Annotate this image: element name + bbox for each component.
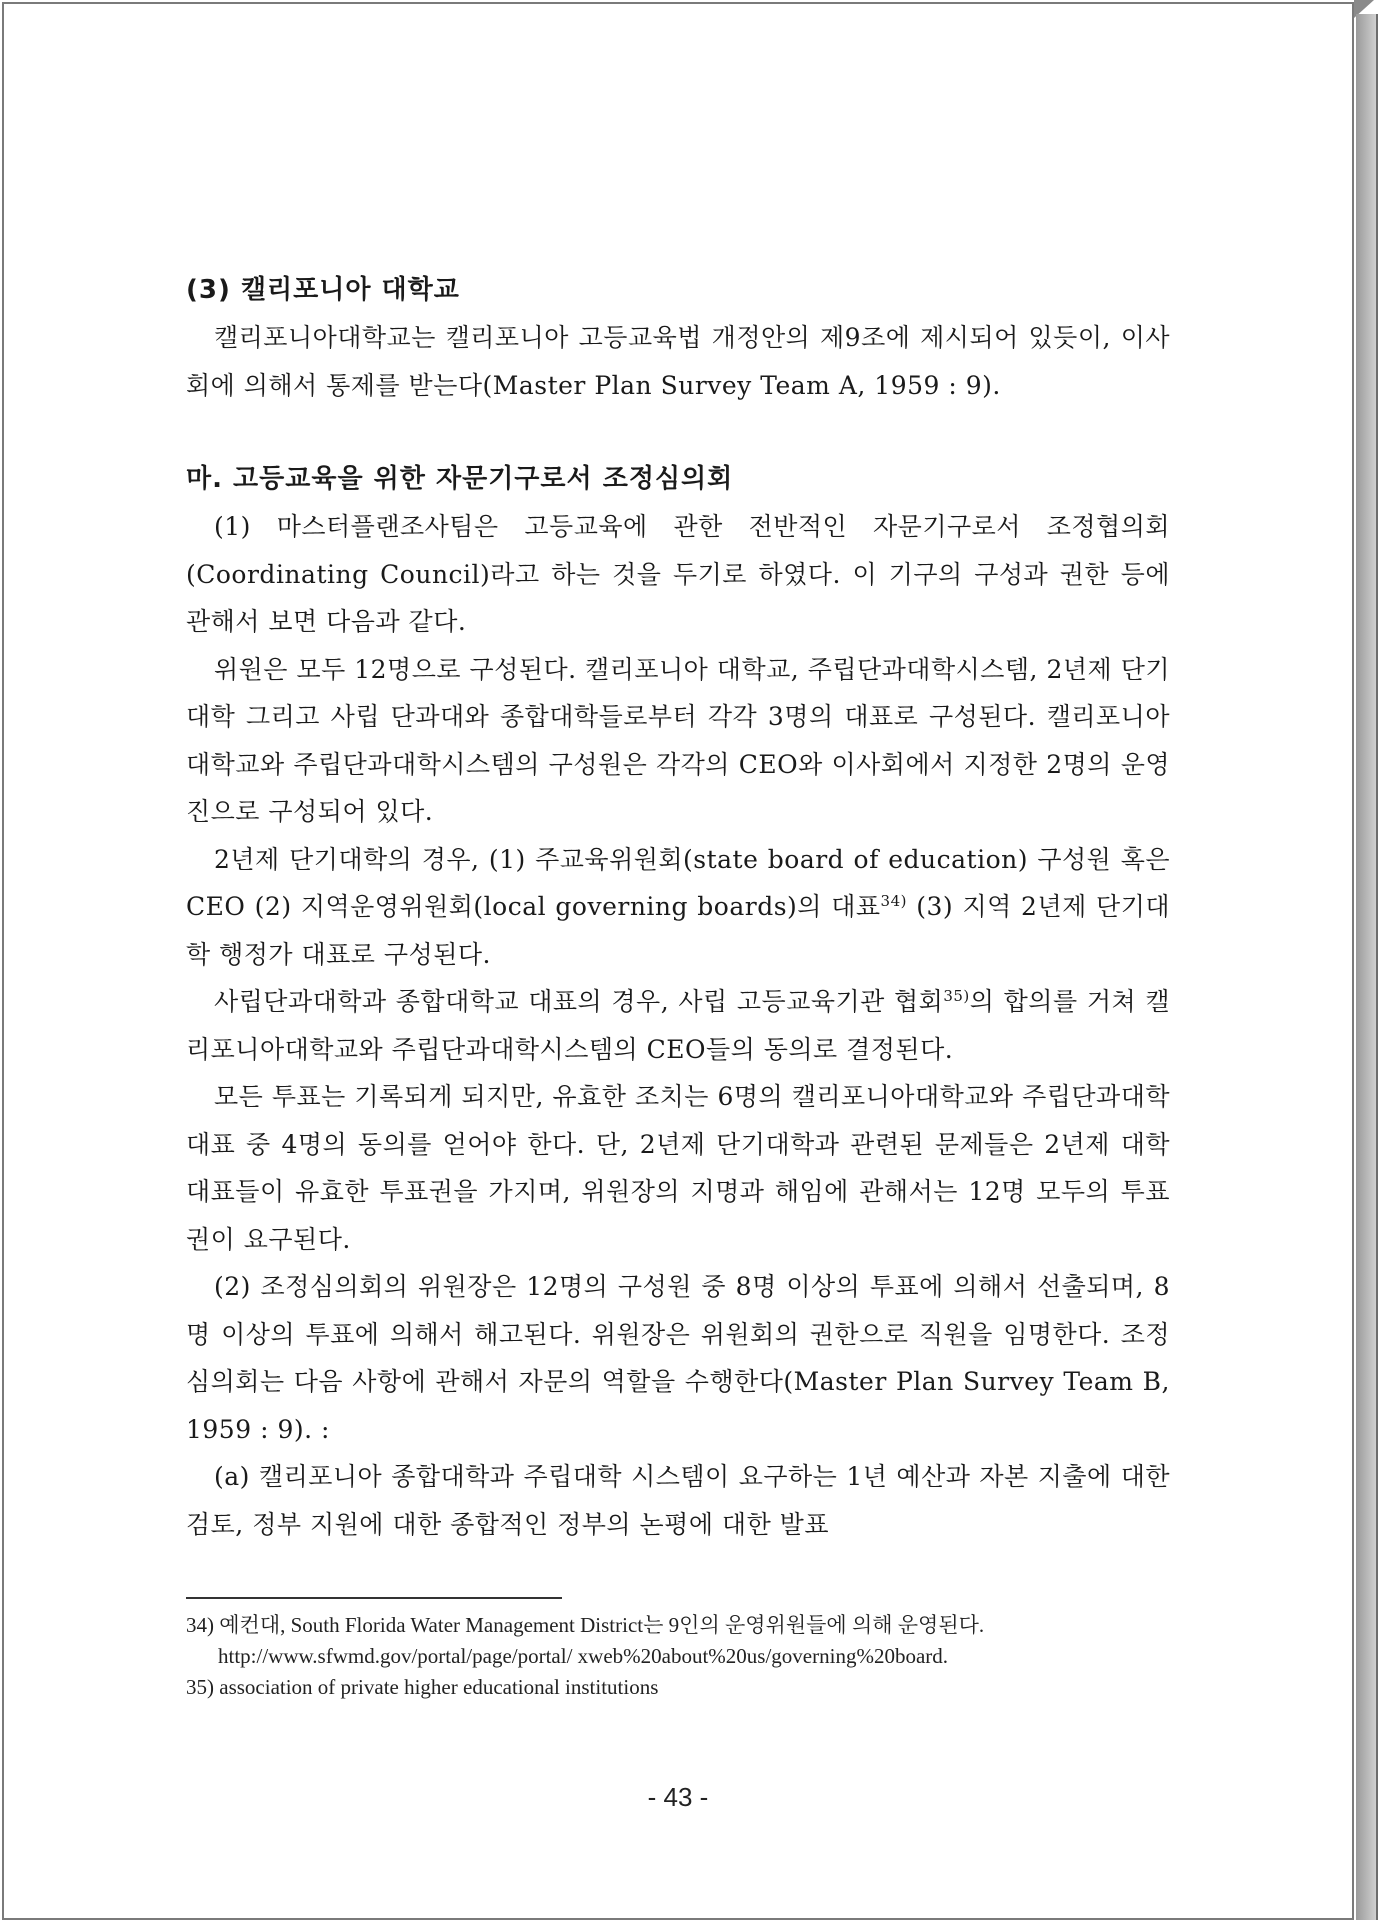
paragraph-2: 위원은 모두 12명으로 구성된다. 캘리포니아 대학교, 주립단과대학시스템, 2년제 단기대학 그리고 사립 단과대와 종합대학들로부터 각각 3명의 대표로 구성된다. 캘리포니아 대학교와 주립단과대학시스템의 구성원은 각각의 CEO와 이사회에서 지정한 2명의 운영진으로 구성되어 있다. <box>186 654 1170 826</box>
paragraph-4 <box>186 978 1170 1073</box>
paragraph-3 <box>186 836 1170 979</box>
paragraph-7: (a) 캘리포니아 종합대학과 주립대학 시스템이 요구하는 1년 예산과 자본 지출에 대한 검토, 정부 지원에 대한 종합적인 정부의 논평에 대한 발표 <box>186 1462 1170 1539</box>
page-body <box>186 266 1170 1548</box>
footnote-35: 35) association of private higher educational institutions <box>186 1675 659 1699</box>
section-heading-university-of-california: (3) 캘리포니아 대학교 <box>186 275 460 305</box>
paragraph-5: 모든 투표는 기록되게 되지만, 유효한 조치는 6명의 캘리포니아대학교와 주립단과대학 대표 중 4명의 동의를 얻어야 한다. 단, 2년제 단기대학과 관련된 문제들은 2년제 대학 대표들이 유효한 투표권을 가지며, 위원장의 지명과 해임에 관해서는 12명 모두의 투표권이 요구된다. <box>186 1082 1170 1254</box>
paragraph-4-text-b: 의 합의를 거쳐 캘리포니아대학교와 주립단과대학시스템의 CEO들의 동의로 결정된다. <box>186 987 1170 1064</box>
footnotes <box>186 1610 1176 1703</box>
paragraph-6: (2) 조정심의회의 위원장은 12명의 구성원 중 8명 이상의 투표에 의해서 선출되며, 8명 이상의 투표에 의해서 해고된다. 위원장은 위원회의 권한으로 직원을 임명한다. 조정심의회는 다음 사항에 관해서 자문의 역할을 수행한다(Master Plan Survey Team B, 1959 : 9). : <box>186 1272 1170 1444</box>
paragraph-4-text-a: 사립단과대학과 종합대학교 대표의 경우, 사립 고등교육기관 협회 <box>214 987 944 1016</box>
footnote-34: 34) 예컨대, South Florida Water Management District는 9인의 운영위원들에 의해 운영된다. <box>186 1613 985 1637</box>
footnote-ref-34[interactable]: 34) <box>880 892 907 910</box>
footnote-34-url[interactable]: http://www.sfwmd.gov/portal/page/portal/ xweb%20about%20us/governing%20board. <box>218 1644 949 1668</box>
paragraph-university-of-california: 캘리포니아대학교는 캘리포니아 고등교육법 개정안의 제9조에 제시되어 있듯이, 이사회에 의해서 통제를 받는다(Master Plan Survey Team A, 1959 : 9). <box>186 323 1170 400</box>
paragraph-3-text-b: (3) 지역 2년제 단기대학 행정가 대표로 구성된다. <box>186 892 1170 969</box>
paragraph-1: (1) 마스터플랜조사팀은 고등교육에 관한 전반적인 자문기구로서 조정협의회(Coordinating Council)라고 하는 것을 두기로 하였다. 이 기구의 구성과 권한 등에 관해서 보면 다음과 같다. <box>186 512 1170 636</box>
footnote-divider <box>186 1597 562 1599</box>
section-heading-coordinating-council: 마. 고등교육을 위한 자문기구로서 조정심의회 <box>186 464 734 494</box>
footnote-ref-35[interactable]: 35) <box>943 987 970 1005</box>
paragraph-3-text-a: 2년제 단기대학의 경우, (1) 주교육위원회(state board of education) 구성원 혹은 CEO (2) 지역운영위원회(local governing boards)의 대표 <box>186 844 1170 921</box>
page-edge-shadow <box>1356 14 1378 1920</box>
page-number: - 43 - <box>647 1782 709 1812</box>
